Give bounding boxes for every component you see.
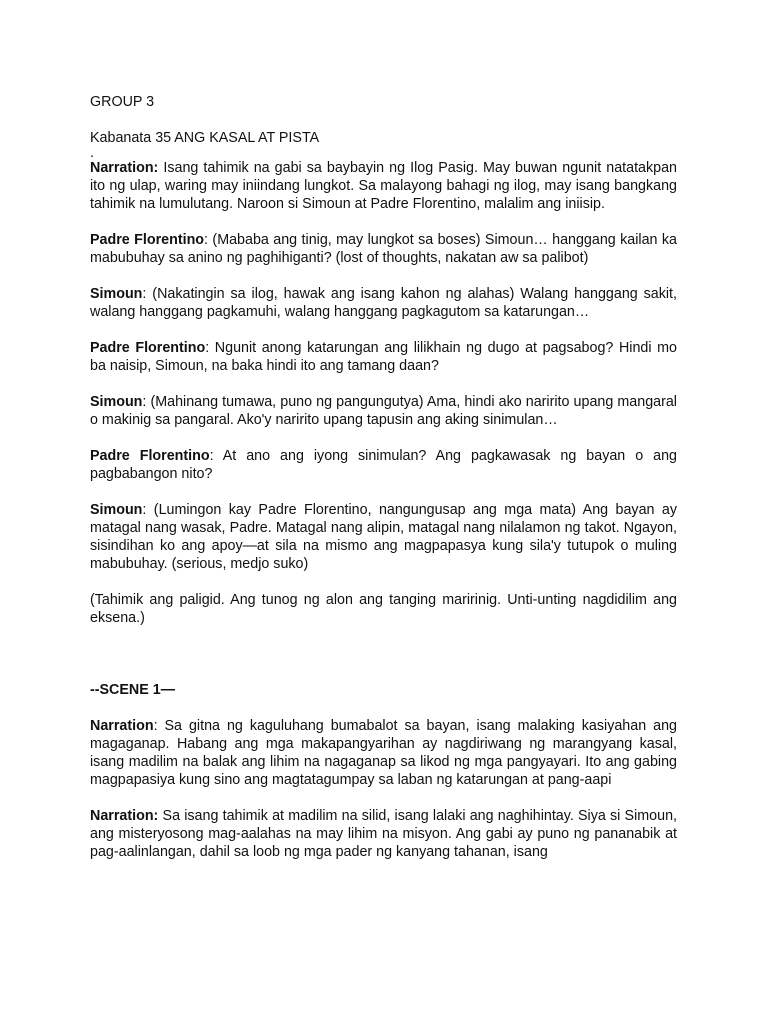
- paragraph: [90, 501, 677, 573]
- group-label: GROUP 3: [90, 94, 155, 110]
- chapter-title: Kabanata 35 ANG KASAL AT PISTA: [90, 130, 320, 146]
- spacer: [90, 111, 677, 129]
- paragraph-text: Sa isang tahimik at madilim na silid, isang lalaki ang naghihintay. Siya si Simoun, ang misteryosong mag-aalahas na may lihim na misyon. Ang gabi ay puno ng pananabik at pag-aalinlangan, dahil sa loob ng mga pader ng kanyang tahanan, isang: [90, 808, 677, 860]
- speaker-label: Padre Florentino: [90, 448, 210, 464]
- speaker-label: Simoun: [90, 394, 143, 410]
- speaker-label: Simoun: [90, 502, 143, 518]
- paragraph-text: : At ano ang iyong sinimulan? Ang pagkawasak ng bayan o ang pagbabangon nito?: [90, 448, 677, 482]
- paragraph: [90, 807, 677, 861]
- dialogue-section: [90, 159, 677, 627]
- paragraph: [90, 339, 677, 375]
- dot-marker: .: [90, 145, 94, 161]
- speaker-label: Simoun: [90, 286, 143, 302]
- speaker-label: Narration: [90, 718, 154, 734]
- document-page: [90, 93, 677, 879]
- paragraph: [90, 591, 677, 627]
- paragraph-text: : Sa gitna ng kaguluhang bumabalot sa bayan, isang malaking kasiyahan ang magaganap. Habang ang mga makapangyarihan ay nagdiriwang ng marangyang kasal, isang madilim na balak ang lihim na nagaganap sa likod ng mga pangyayari. Ito ang gabing magpapasiya kung sino ang magtatagumpay sa laban ng katarungan at pang-aapi: [90, 718, 677, 788]
- scene-heading: --SCENE 1—: [90, 682, 175, 698]
- speaker-label: Narration:: [90, 160, 159, 176]
- paragraph-text: : (Lumingon kay Padre Florentino, nangungusap ang mga mata) Ang bayan ay matagal nang wasak, Padre. Matagal nang alipin, matagal nang nilalamon ng takot. Ngayon, sisindihan ko ang apoy—at sila na mismo ang magpapasya kung sila'y tutupok o muling mabubuhay. (serious, medjo suko): [90, 502, 677, 572]
- speaker-label: Padre Florentino: [90, 232, 205, 248]
- paragraph: [90, 717, 677, 789]
- speaker-label: Padre Florentino: [90, 340, 206, 356]
- scene-section: [90, 717, 677, 861]
- paragraph: [90, 393, 677, 429]
- paragraph-text: : (Mahinang tumawa, puno ng pangungutya) Ama, hindi ako naririto upang mangaral o makinig sa pangaral. Ako'y naririto upang tapusin ang aking sinimulan…: [90, 394, 677, 428]
- paragraph-text: Isang tahimik na gabi sa baybayin ng Ilog Pasig. May buwan ngunit natatakpan ito ng ulap, waring may iniindang lungkot. Sa malayong bahagi ng ilog, may isang bangkang tahimik na lumulutang. Naroon si Simoun at Padre Florentino, malalim ang iniisip.: [90, 160, 677, 212]
- paragraph-text: : Ngunit anong katarungan ang lilikhain ng dugo at pagsabog? Hindi mo ba naisip, Simoun, na baka hindi ito ang tamang daan?: [90, 340, 678, 374]
- spacer: [90, 645, 677, 681]
- paragraph: [90, 285, 677, 321]
- paragraph-text: : (Nakatingin sa ilog, hawak ang isang kahon ng alahas) Walang hanggang sakit, walang hanggang pagkamuhi, walang hanggang pagkagutom sa katarungan…: [90, 286, 677, 320]
- paragraph: [90, 159, 677, 213]
- paragraph: [90, 231, 677, 267]
- speaker-label: Narration:: [90, 808, 159, 824]
- paragraph: [90, 447, 677, 483]
- paragraph-text: (Tahimik ang paligid. Ang tunog ng alon ang tanging maririnig. Unti-unting nagdidilim ang eksena.): [90, 592, 677, 626]
- paragraph-text: : (Mababa ang tinig, may lungkot sa boses) Simoun… hanggang kailan ka mabubuhay sa anino ng paghihiganti? (lost of thoughts, nakatan aw sa palibot): [90, 232, 678, 266]
